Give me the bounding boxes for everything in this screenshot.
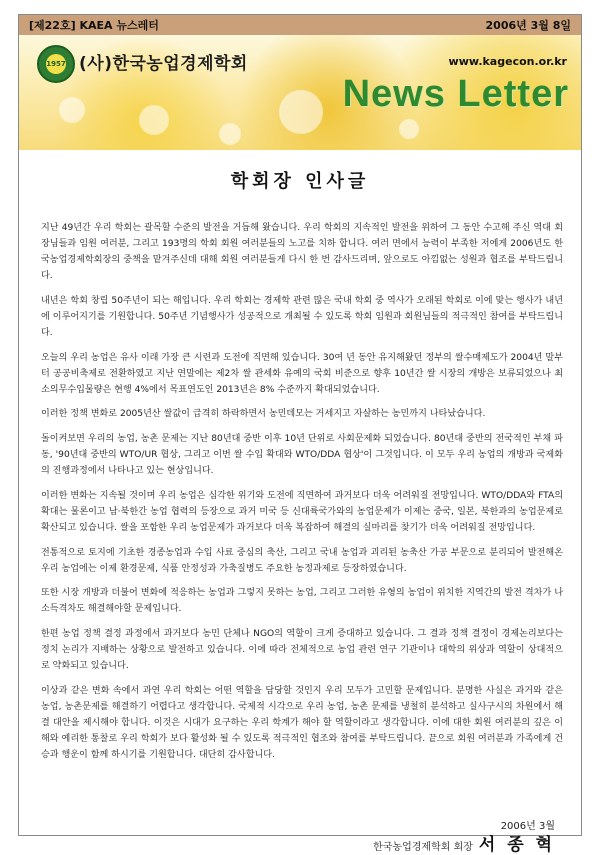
signature-name: 서 종 혁 bbox=[478, 835, 555, 855]
paragraph-3: 오늘의 우리 농업은 유사 이래 가장 큰 시련과 도전에 직면해 있습니다. 30여 년 동안 유지해왔던 정부의 쌀수매제도가 2004년 말부터 공공비축제로 전환하였고 지난 연말에는 제2차 쌀 관세화 유예의 국회 비준으로 향후 10년간 쌀 시장의 개방은 보류되었으나 최소의무수입물량은 현행 4%에서 목표연도인 2013년은 8% 수준까지 확대되었습니다. bbox=[41, 352, 563, 395]
paragraph-4: 이러한 정책 변화로 2005년산 쌀값이 급격히 하락하면서 농민데모는 거세지고 자살하는 농민까지 나타났습니다. bbox=[41, 409, 486, 420]
paragraph-5: 돌이켜보면 우리의 농업, 농촌 문제는 지난 80년대 중반 이후 10년 단위로 사회문제화 되었습니다. 80년대 중반의 전국적인 부채 파동, '90년대 중반의 WTO/UR 협상, 그리고 이번 쌀 수입 확대와 WTO/DDA 협상'이 그것입니다. 이 모두 우리 농업의 개방과 국제화의 진행과정에서 나타나고 있는 현상입니다. bbox=[41, 434, 563, 477]
newsletter-frame bbox=[18, 14, 582, 855]
header-banner bbox=[19, 35, 581, 150]
organization-name: (사)한국농업경제학회 bbox=[79, 54, 248, 74]
newsletter-title: News Letter bbox=[342, 73, 569, 115]
logo-year: 1957 bbox=[46, 60, 66, 68]
closing-date: 2006년 3월 bbox=[500, 821, 555, 832]
paragraph-10: 이상과 같은 변화 속에서 과연 우리 학회는 어떤 역할을 담당할 것인지 우리 모두가 고민할 문제입니다. 분명한 사실은 과거와 같은 농업, 농촌문제를 해결하기 어렵다고 생각합니다. 국제적 시각으로 우리 농업, 농촌 문제를 냉철히 분석하고 실사구시의 차원에서 해결 대안을 제시해야 합니다. 이것은 시대가 요구하는 우리 학계가 해야 할 역할이라고 생각합니다. 이에 대한 회원 여러분의 깊은 이해와 예리한 통찰로 우리 학회가 보다 활성화 될 수 있도록 적극적인 협조와 참여를 부탁드립니다. 끝으로 회원 여러분과 가족에게 건승과 행운이 함께 하시기를 기원합니다. 대단히 감사합니다. bbox=[41, 685, 563, 761]
paragraph-6: 이러한 변화는 지속될 것이며 우리 농업은 심각한 위기와 도전에 직면하여 과거보다 더욱 어려워질 전망입니다. WTO/DDA와 FTA의 확대는 물론이고 남·북한간 농업 협력의 등장으로 과거 미국 등 신대륙국가와의 농업문제가 이제는 중국, 일본, 북한과의 농업문제로 확산되고 있습니다. 쌀을 포함한 우리 농업문제가 과거보다 더욱 복잡하여 해결의 실마리를 찾기가 더욱 어려워질 전망입니다. bbox=[41, 490, 563, 533]
society-logo bbox=[37, 45, 75, 83]
paragraph-7: 전통적으로 토지에 기초한 경종농업과 수입 사료 중심의 축산, 그리고 국내 농업과 괴리된 농축산 가공 부문으로 분리되어 발전해온 우리 농업에는 이제 환경문제, 식품 안정성과 가축질병도 주요한 농정과제로 등장하였습니다. bbox=[41, 547, 563, 574]
website-url[interactable]: www.kagecon.or.kr bbox=[448, 55, 567, 68]
signature bbox=[373, 830, 555, 855]
paragraph-9: 한편 농업 정책 결정 과정에서 과거보다 농민 단체나 NGO의 역할이 크게 증대하고 있습니다. 그 결과 정책 결정이 경제논리보다는 정치 논리가 지배하는 상황으로 발전하고 있습니다. 이에 따라 전체적으로 농업 관련 연구 기관이나 대학의 위상과 역할이 상대적으로 약화되고 있습니다. bbox=[41, 628, 563, 672]
issue-date: 2006년 3월 8일 bbox=[485, 19, 571, 32]
article-headline: 학회장 인사글 bbox=[230, 171, 370, 192]
issue-number: [제22호] KAEA 뉴스레터 bbox=[29, 19, 159, 32]
logo-emblem bbox=[46, 54, 66, 74]
issue-bar bbox=[19, 15, 581, 35]
signature-org: 한국농업경제학회 회장 bbox=[373, 842, 473, 853]
paragraph-2: 내년은 학회 창립 50주년이 되는 해입니다. 우리 학회는 경제학 관련 많은 국내 학회 중 역사가 오래된 학회로 이에 맞는 행사가 내년에 이루어지기를 기원합니다. 50주년 기념행사가 성공적으로 개최될 수 있도록 학회 임원과 회원님들의 적극적인 참여를 부탁드립니다. bbox=[41, 295, 563, 339]
paragraph-8: 또한 시장 개방과 더불어 변화에 적응하는 농업과 그렇지 못하는 농업, 그리고 그러한 유형의 농업이 위치한 지역간의 발전 격차가 나 소득격차도 해결해야할 문제입니다. bbox=[41, 588, 563, 615]
article-body bbox=[41, 220, 563, 772]
paragraph-1: 지난 49년간 우리 학회는 괄목할 수준의 발전을 거듭해 왔습니다. 우리 학회의 지속적인 발전을 위하여 그 동안 수고해 주신 역대 회장님들과 임원 여러분, 그리고 193명의 학회 회원 여러분들의 노고를 치하 합니다. 여러 면에서 능력이 부족한 저에게 2006년도 한국농업경제학회장의 중책을 맡겨주신데 대해 회원 여러분들게 다시 한 번 감사드리며, 앞으로도 아낌없는 성원과 협조를 부탁드립니다. bbox=[41, 223, 563, 282]
